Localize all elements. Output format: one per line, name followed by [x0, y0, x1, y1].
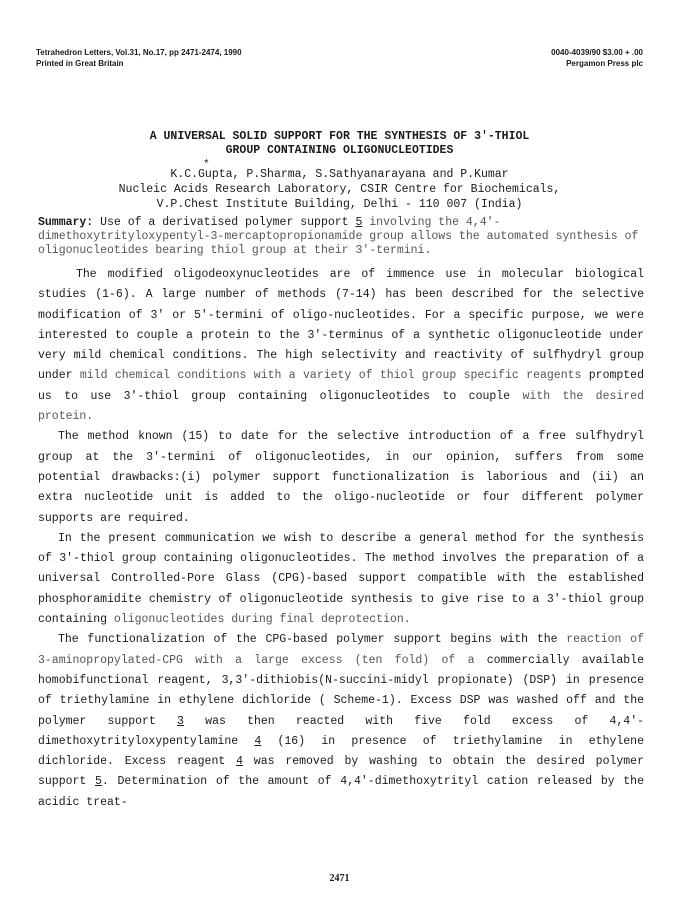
summary [38, 216, 644, 258]
paper-title [0, 130, 679, 158]
summary-text-2: involving the 4,4'-dimethoxytrityloxypentyl-3-mercaptopropionamide group allows the automated synthesis of oligonucleotides bearing thiol group at their 3'-termini. [38, 216, 639, 257]
journal-line: Tetrahedron Letters, Vol.31, No.17, pp 2471-2474, 1990 [36, 48, 242, 57]
paragraph-1-text-a: The modified oligodeoxynucleotides are of immence use in molecular biological studies (1-6). A large number of methods (7-14) has been described for the selective modification of 3' or 5'-termini of oligo-nucleotides. For a specific purpose, we were interested to couple a protein to the 3'-terminus of a synthetic oligonucleotide under very mild chemical conditions. The high selectivity and reactivity of sulfhydryl group under [38, 268, 644, 383]
paragraph-1-text-d: with the desired protein. [38, 389, 644, 424]
publisher-info [551, 47, 643, 69]
paragraph-3 [38, 529, 644, 630]
printed-line: Printed in Great Britain [36, 59, 124, 68]
paragraph-4-text-g: . Determination of the amount of 4,4'-dimethoxytrityl cation released by the acidic treat- [38, 775, 644, 809]
affiliation-line-2: V.P.Chest Institute Building, Delhi - 110 007 (India) [156, 198, 523, 211]
paragraph-2: The method known (15) to date for the selective introduction of a free sulfhydryl group at the 3'-termini of oligonucleotides, in our opinion, suffers from some potential drawbacks:(i) polymer support functionalization is laborious and (ii) an extra nucleotide unit is added to the oligo-nucleotide or four different polymer supports are required. [38, 430, 644, 525]
ref-amine-4: 4 [254, 734, 262, 748]
corresponding-author-star: * [203, 159, 210, 171]
summary-label: Summary: [38, 216, 94, 229]
paragraph-1-text-c: prompted us to use 3'-thiol group containing oligonucleotides to couple [38, 369, 644, 403]
summary-ref-5: 5 [355, 216, 363, 229]
paragraph-4-text-f: was removed by washing to obtain the desired polymer support [38, 755, 644, 789]
author-block [0, 159, 679, 212]
publisher-line: Pergamon Press plc [566, 59, 643, 68]
paragraph-1 [38, 265, 644, 427]
paragraph-4-text-e: (16) in presence of triethylamine in ethylene dichloride. Excess reagent [38, 734, 644, 769]
paragraph-3-text-b: oligonucleotides during final deprotection. [113, 613, 411, 627]
title-line-2: GROUP CONTAINING OLIGONUCLEOTIDES [225, 144, 454, 157]
paragraph-4-text-c: commercially available homobifunctional reagent, 3,3'-dithiobis(N-succini-midyl propionate) (DSP) in presence of triethylamine in ethylene dichloride ( Scheme-1). Excess DSP was washed off and the polymer support [38, 653, 644, 728]
paragraph-4-text-b: reaction of 3-aminopropylated-CPG with a large excess (ten fold) of a [38, 633, 644, 667]
paragraph-3-text-a: In the present communication we wish to describe a general method for the synthesis of 3'-thiol group containing oligonucleotides. The method involves the preparation of a universal Controlled-Pore Glass (CPG)-based support compatible with the established phosphoramidite chemistry of oligonucleotide synthesis to give rise to a 3'-thiol group containing [38, 531, 644, 627]
issn-line: 0040-4039/90 $3.00 + .00 [551, 48, 643, 57]
title-line-1: A UNIVERSAL SOLID SUPPORT FOR THE SYNTHESIS OF 3'-THIOL [149, 130, 530, 143]
author-names: K.C.Gupta, P.Sharma, S.Sathyanarayana and P.Kumar [170, 168, 509, 181]
ref-support-3: 3 [177, 714, 184, 728]
ref-reagent-4: 4 [236, 755, 243, 769]
affiliation-line-1: Nucleic Acids Research Laboratory, CSIR Centre for Biochemicals, [118, 183, 561, 196]
paragraph-1-text-b: mild chemical conditions with a variety of thiol group specific reagents [79, 369, 582, 383]
paragraph-4-text-a: The functionalization of the CPG-based polymer support begins with the [58, 633, 567, 647]
ref-support-5: 5 [94, 775, 102, 789]
paragraph-4-text-d: was then reacted with five fold excess of 4,4'-dimethoxytrityloxypentylamine [38, 714, 644, 748]
page-number: 2471 [329, 873, 350, 884]
summary-text-1: Use of a derivatised polymer support [93, 216, 356, 229]
body-text [38, 265, 644, 813]
journal-citation [36, 47, 242, 69]
paragraph-4 [38, 630, 644, 813]
